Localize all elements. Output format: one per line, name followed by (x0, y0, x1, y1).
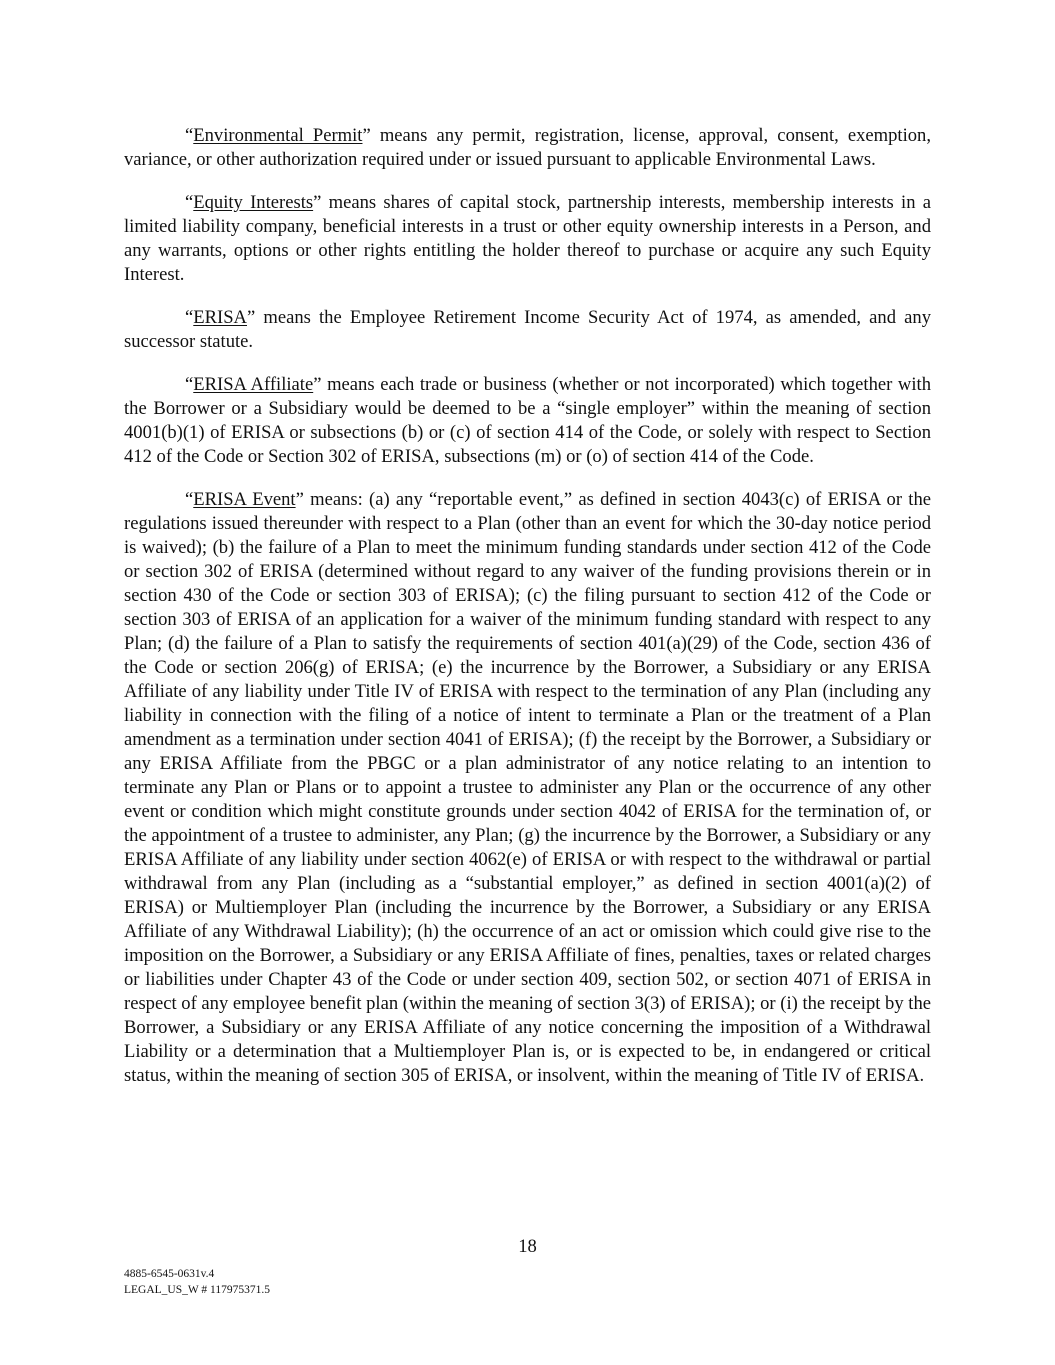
open-quote: “ (185, 192, 194, 213)
definition-text: ” means shares of capital stock, partnership interests, membership interests in a limited liability company, beneficial interests in a trust or other equity ownership interests in a Person, and any warrants, options or other rights entitling the holder thereof to purchase or acquire any such Equity Interest. (124, 192, 931, 285)
defined-term: ERISA (193, 307, 247, 328)
definition-text: ” means each trade or business (whether or not incorporated) which together with the Borrower or a Subsidiary would be deemed to be a “single employer” within the meaning of section 4001(b)(1) of ERISA or subsections (b) or (c) of section 414 of the Code, or solely with respect to Section 412 of the Code or Section 302 of ERISA, subsections (m) or (o) of section 414 of the Code. (124, 374, 931, 467)
defined-term: Equity Interests (193, 192, 314, 213)
open-quote: “ (185, 125, 194, 146)
definition-erisa-event (124, 488, 931, 1088)
definition-environmental-permit (124, 124, 931, 172)
definition-equity-interests (124, 191, 931, 287)
open-quote: “ (185, 307, 194, 328)
footer-doc-id: 4885-6545-0631v.4 (124, 1268, 215, 1280)
footer-legal-ref: LEGAL_US_W # 117975371.5 (124, 1284, 270, 1296)
definition-text: ” means the Employee Retirement Income Security Act of 1974, as amended, and any successor statute. (124, 307, 931, 352)
open-quote: “ (185, 489, 194, 510)
page-number: 18 (518, 1236, 537, 1257)
footer (124, 1266, 270, 1298)
open-quote: “ (185, 374, 194, 395)
definition-erisa (124, 306, 931, 354)
defined-term: ERISA Event (193, 489, 296, 510)
definition-erisa-affiliate (124, 373, 931, 469)
defined-term: ERISA Affiliate (193, 374, 314, 395)
defined-term: Environmental Permit (193, 125, 363, 146)
definition-text: ” means any permit, registration, license, approval, consent, exemption, variance, or other authorization required under or issued pursuant to applicable Environmental Laws. (124, 125, 932, 170)
document-body (124, 124, 931, 1107)
definition-text: ” means: (a) any “reportable event,” as defined in section 4043(c) of ERISA or the regulations issued thereunder with respect to a Plan (other than an event for which the 30-day notice period is waived); (b) the failure of a Plan to meet the minimum funding standards under section 412 of the Code or section 302 of ERISA (determined without regard to any waiver of the funding provisions therein or in section 430 of the Code or section 303 of ERISA); (c) the filing pursuant to section 412 of the Code or section 303 of ERISA of an application for a waiver of the minimum funding standard with respect to any Plan; (d) the failure of a Plan to satisfy the requirements of section 401(a)(29) of the Code, section 436 of the Code or section 206(g) of ERISA; (e) the incurrence by the Borrower, a Subsidiary or any ERISA Affiliate of any liability under Title IV of ERISA with respect to the termination of any Plan (including any liability in connection with the filing of a notice of intent to terminate a Plan or the treatment of a Plan amendment as a termination under section 4041 of ERISA); (f) the receipt by the Borrower, a Subsidiary or any ERISA Affiliate from the PBGC or a plan administrator of any notice relating to an intention to terminate any Plan or Plans or to appoint a trustee to administer any Plan or the occurrence of any other event or condition which might constitute grounds under section 4042 of ERISA for the termination of, or the appointment of a trustee to administer, any Plan; (g) the incurrence by the Borrower, a Subsidiary or any ERISA Affiliate of any liability under section 4062(e) of ERISA or with respect to the withdrawal or partial withdrawal from any Plan (including as a “substantial employer,” as defined in section 4001(a)(2) of ERISA) or Multiemployer Plan (including the incurrence by the Borrower, a Subsidiary or any ERISA Affiliate of any Withdrawal Liability); (h) the occurrence of an act or omission which could give rise to the imposition on the Borrower, a Subsidiary or any ERISA Affiliate of fines, penalties, taxes or related charges or liabilities under Chapter 43 of the Code or under section 409, section 502, or section 4071 of ERISA in respect of any employee benefit plan (within the meaning of section 3(3) of ERISA); or (i) the receipt by the Borrower, a Subsidiary or any ERISA Affiliate of any notice concerning the imposition of a Withdrawal Liability or a determination that a Multiemployer Plan is, or is expected to be, in endangered or critical status, within the meaning of section 305 of ERISA, or insolvent, within the meaning of Title IV of ERISA. (124, 489, 932, 1086)
